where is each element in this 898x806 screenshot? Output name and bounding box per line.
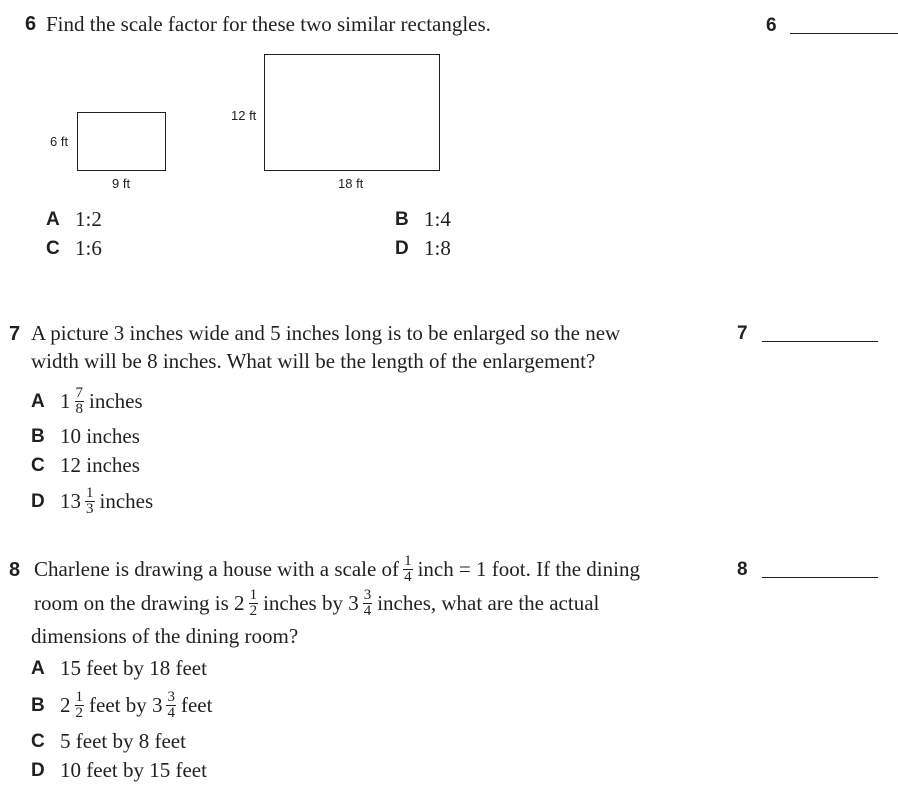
option-letter: A: [31, 390, 45, 412]
text-segment: inch = 1 foot. If the dining: [417, 557, 640, 581]
question-8: [0, 540, 898, 806]
option-text: 10 inches: [60, 424, 140, 448]
fraction-numerator: 1: [404, 553, 412, 569]
option-b[interactable]: [31, 690, 215, 721]
text-segment: room on the drawing is 2: [34, 591, 245, 615]
question-number: 6: [25, 13, 37, 35]
option-d[interactable]: [31, 758, 210, 783]
option-letter: D: [31, 759, 45, 781]
length-fraction: [363, 588, 373, 619]
option-text: 1:6: [75, 236, 102, 260]
option-a[interactable]: [46, 207, 105, 232]
fraction-numerator: 7: [75, 385, 83, 401]
option-b[interactable]: [31, 424, 143, 449]
option-letter: B: [31, 694, 45, 716]
question-text-line-3: dimensions of the dining room?: [31, 624, 299, 648]
question-text-line-1: [31, 553, 643, 586]
answer-number: 6: [766, 15, 777, 36]
question-text-line-1: A picture 3 inches wide and 5 inches long is to be enlarged so the new: [31, 321, 621, 345]
question-7: [0, 310, 898, 530]
question-text-line-2: [31, 587, 602, 620]
option-d[interactable]: [395, 236, 454, 261]
question-text: Find the scale factor for these two similar rectangles.: [46, 12, 491, 36]
option-letter: B: [395, 208, 409, 230]
fraction-numerator: 3: [363, 587, 372, 603]
text-segment: Charlene is drawing a house with a scale of: [34, 557, 400, 581]
question-6: [0, 0, 898, 270]
option-letter: A: [31, 657, 45, 679]
option-fraction: [166, 690, 176, 721]
question-number: 8: [9, 559, 21, 581]
option-d[interactable]: [31, 486, 156, 517]
option-fraction: [75, 386, 85, 417]
option-a[interactable]: [31, 386, 146, 417]
text-segment: inches by 3: [263, 591, 359, 615]
fraction-numerator: 1: [75, 689, 83, 705]
option-text: 15 feet by 18 feet: [60, 656, 207, 680]
question-number: 7: [9, 323, 21, 345]
fraction-denominator: 4: [167, 705, 175, 721]
fraction-denominator: 4: [404, 569, 412, 585]
option-whole: 1: [60, 389, 71, 413]
option-text: 12 inches: [60, 453, 140, 477]
answer-blank[interactable]: [762, 577, 878, 578]
option-c[interactable]: [31, 453, 143, 478]
option-text: 1:2: [75, 207, 102, 231]
option-whole: 13: [60, 489, 81, 513]
option-letter: D: [395, 237, 409, 259]
fraction-numerator: 1: [86, 485, 94, 501]
fraction-denominator: 4: [363, 603, 372, 619]
option-c[interactable]: [31, 729, 189, 754]
fraction-denominator: 2: [75, 705, 83, 721]
option-letter: A: [46, 208, 60, 230]
option-text: feet by 3: [89, 693, 163, 717]
option-c[interactable]: [46, 236, 105, 261]
option-fraction: [75, 690, 85, 721]
option-letter: C: [31, 730, 45, 752]
small-rectangle-width-label: 9 ft: [112, 176, 131, 191]
option-letter: C: [31, 454, 45, 476]
small-rectangle-height-label: 6 ft: [50, 134, 69, 149]
option-whole: 2: [60, 693, 71, 717]
option-letter: B: [31, 425, 45, 447]
fraction-denominator: 2: [249, 603, 258, 619]
question-text-line-2: width will be 8 inches. What will be the length of the enlargement?: [31, 349, 596, 373]
small-rectangle: [77, 112, 166, 171]
option-text: 5 feet by 8 feet: [60, 729, 186, 753]
option-unit: inches: [99, 489, 154, 513]
fraction-numerator: 3: [167, 689, 175, 705]
large-rectangle-width-label: 18 ft: [338, 176, 364, 191]
fraction-denominator: 8: [75, 401, 83, 417]
answer-blank[interactable]: [790, 33, 898, 34]
option-unit: inches: [89, 389, 143, 413]
option-unit: feet: [180, 693, 213, 717]
fraction-numerator: 1: [249, 587, 258, 603]
answer-blank[interactable]: [762, 341, 878, 342]
width-fraction: [249, 588, 259, 619]
option-b[interactable]: [395, 207, 454, 232]
large-rectangle-height-label: 12 ft: [231, 108, 257, 123]
option-text: 10 feet by 15 feet: [60, 758, 207, 782]
option-letter: C: [46, 237, 60, 259]
scale-fraction: [403, 554, 413, 585]
fraction-denominator: 3: [86, 501, 94, 517]
answer-number: 7: [737, 323, 748, 344]
text-segment: inches, what are the actual: [377, 591, 600, 615]
answer-number: 8: [737, 559, 748, 580]
option-text: 1:8: [424, 236, 451, 260]
option-fraction: [85, 486, 95, 517]
option-a[interactable]: [31, 656, 210, 681]
option-text: 1:4: [424, 207, 451, 231]
large-rectangle: [264, 54, 440, 171]
option-letter: D: [31, 490, 45, 512]
